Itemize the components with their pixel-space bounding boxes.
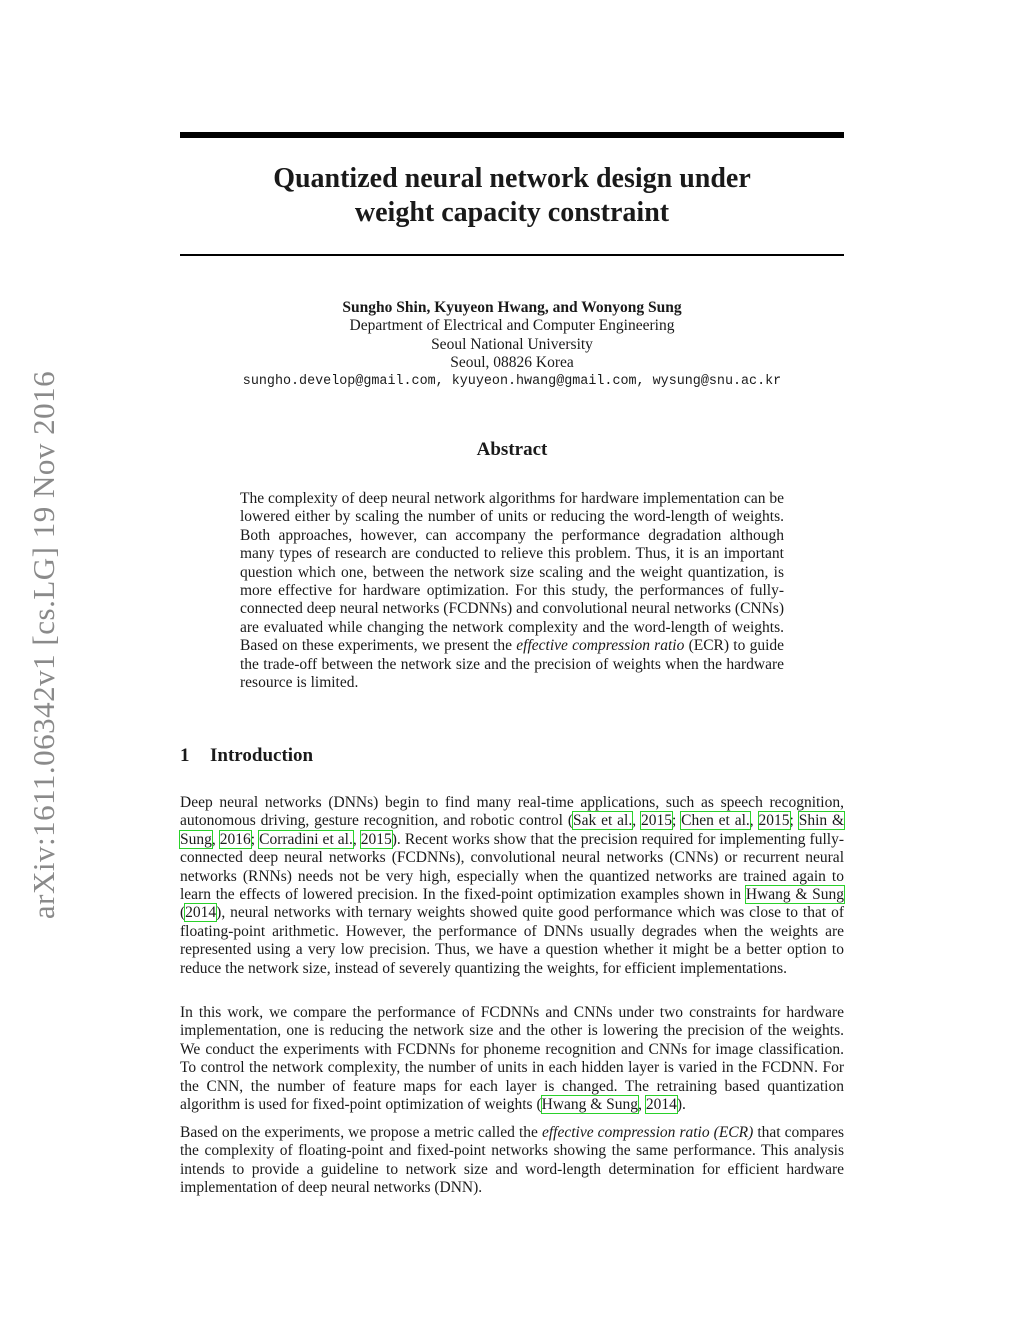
citation-separator: ;	[250, 830, 260, 848]
author-location: Seoul, 08826 Korea	[450, 354, 574, 372]
citation-separator: ,	[352, 830, 361, 848]
paragraph-text: ). Recent works show that the precision required for implementing fully-connected deep neural networks (FCDNNs), convolutional neural networks (CNNs) or recurrent neural networks (RNNs) needs not be very high, especially when the quantized networks are trained again to learn the effects of lowered precision. In the fixed-point optimization examples shown in	[180, 830, 844, 904]
section-number: 1	[180, 745, 190, 766]
paragraph-text: ), neural networks with ternary weights showed quite good performance which was close to that of floating-point arithmetic. However, the performance of DNNs usually degrades when the weights are represented using a very low precision. Thus, we have a question whether it might be a better option to reduce the network size, instead of severely quantizing the weights, for efficient implementations.	[180, 904, 844, 977]
abstract-text	[240, 490, 784, 692]
citation-link[interactable]: Shin & Sung	[180, 812, 845, 848]
citation-separator: ;	[671, 812, 682, 830]
title-line-1: Quantized neural network design under	[273, 163, 751, 194]
title-line-2: weight capacity constraint	[354, 197, 670, 228]
citation-link[interactable]: 2015	[640, 812, 672, 830]
citation-link[interactable]: 2015	[360, 830, 392, 848]
arxiv-side-stamp	[28, 345, 60, 945]
author-block	[180, 299, 844, 391]
citation-link[interactable]: Chen et al.	[681, 812, 750, 830]
author-emails: sungho.develop@gmail.com, kyuyeon.hwang@gmail.com, wysung@snu.ac.kr	[242, 373, 782, 389]
arxiv-identifier: arXiv:1611.06342v1 [cs.LG] 19 Nov 2016	[26, 370, 62, 920]
intro-paragraph-3	[180, 1124, 844, 1198]
paragraph-text: that compares the complexity of floating-point and fixed-point networks showing the same performance. This analysis intends to provide a guideline to network size and word-length determination for efficient hardware implementation of deep neural networks (DNN).	[180, 1124, 844, 1197]
citation-link[interactable]: 2016	[219, 830, 251, 848]
citation-separator: ,	[749, 812, 759, 830]
citation-link[interactable]: 2015	[758, 812, 790, 830]
title-bottom-rule	[180, 254, 844, 256]
abstract-text-part-2: (ECR) to guide the trade-off between the network size and the precision of weights when the hardware resource is limited.	[240, 637, 784, 692]
citation-link[interactable]: Sak et al.	[572, 812, 633, 830]
paragraph-text: Based on the experiments, we propose a metric called the	[180, 1124, 542, 1141]
intro-paragraph-1	[180, 794, 844, 978]
paragraph-emphasis: effective compression ratio (ECR)	[541, 1124, 754, 1141]
citation-link[interactable]: Hwang & Sung	[745, 886, 844, 904]
citation-separator: (	[180, 904, 186, 922]
citation-separator: ,	[211, 830, 220, 848]
section-title: Introduction	[210, 745, 314, 766]
citation-separator: ;	[789, 812, 799, 830]
abstract-text-part-1: The complexity of deep neural network algorithms for hardware implementation can be lowered either by scaling the number of units or reducing the word-length of weights. Both approaches, however, can accompany the performance degradation although many types of research are conducted to relieve this problem. Thus, it is an important question which one, between the network size scaling and the weight quantization, is more effective for hardware optimization. For this study, the performances of fully-connected deep neural networks (FCDNNs) and convolutional neural networks (CNNs) are evaluated while changing the network complexity and the word-length of weights. Based on these experiments, we present the	[240, 490, 784, 655]
author-university: Seoul National University	[431, 335, 593, 353]
intro-paragraph-2	[180, 1004, 844, 1114]
paragraph-text: In this work, we compare the performance of FCDNNs and CNNs under two constraints for hardware implementation, one is reducing the network size and the other is lowering the precision of the weights. We conduct the experiments with FCDNNs for phoneme recognition and CNNs for image classification. To control the network complexity, the number of units in each hidden layer is varied in the FCDNN. For the CNN, the number of feature maps for each layer is changed. The retraining based quantization algorithm is used for fixed-point optimization of weights (	[180, 1004, 844, 1114]
abstract-heading: Abstract	[476, 439, 548, 460]
paper-title	[180, 162, 844, 230]
author-department: Department of Electrical and Computer Engineering	[349, 317, 675, 335]
citation-link[interactable]: 2014	[185, 904, 217, 922]
paragraph-text: Deep neural networks (DNNs) begin to find many real-time applications, such as speech recognition, autonomous driving, gesture recognition, and robotic control (	[180, 794, 844, 830]
citation-separator: ,	[632, 812, 641, 830]
citation-link[interactable]: Corradini et al.	[259, 830, 353, 848]
citation-link[interactable]: 2014	[645, 1096, 677, 1114]
section-heading-introduction	[180, 745, 313, 767]
abstract-emphasis: effective compression ratio	[516, 637, 685, 655]
citation-link[interactable]: Hwang & Sung	[541, 1096, 639, 1114]
citation-separator: ,	[638, 1096, 646, 1114]
paragraph-text: ).	[676, 1096, 686, 1114]
author-names: Sungho Shin, Kyuyeon Hwang, and Wonyong Sung	[342, 299, 682, 316]
title-top-rule	[180, 132, 844, 138]
